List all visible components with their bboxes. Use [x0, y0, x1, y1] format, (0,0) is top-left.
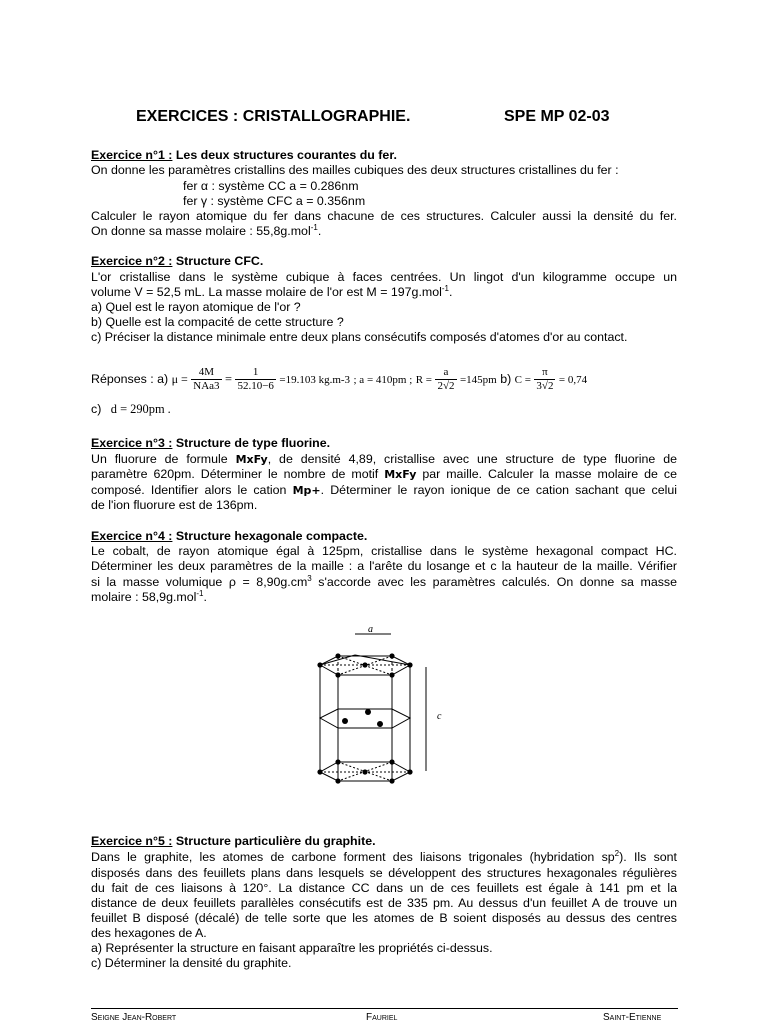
- footer-school: Fauriel: [366, 1012, 398, 1023]
- ex1-line-5-end: .: [317, 224, 322, 238]
- ex3-line-2-text: paramètre 620pm. Déterminer le nombre de motif: [91, 467, 379, 481]
- exercise-3-heading: [91, 436, 330, 451]
- exercise-2-title: Structure CFC.: [172, 254, 264, 268]
- ex1-line-1: On donne les paramètres cristallins des mailles cubiques des deux structures cristallines du fer :: [91, 163, 619, 177]
- exercise-2-number: Exercice n°2 :: [91, 254, 173, 268]
- exercise-3-title: Structure de type fluorine.: [172, 436, 331, 450]
- course-label: SPE MP 02-03: [504, 108, 610, 125]
- ex2-line-2-text: volume V = 52,5 mL. La masse molaire de l'or est M = 197g.mol: [91, 285, 442, 299]
- exercise-4-number: Exercice n°4 :: [91, 529, 173, 543]
- ex5-line-4: distance de deux feuillets parallèles consécutifs est de 335 pm. Au dessus d'un feuillet A de trouve un: [91, 896, 677, 910]
- answer-r-value: =145pm: [459, 373, 497, 386]
- ex2-line-2: [91, 285, 452, 300]
- ex4-line-3-text: si la masse volumique ρ = 8,90g.cm: [91, 575, 308, 589]
- exercise-1-number: Exercice n°1 :: [91, 148, 173, 162]
- ex1-line-3: fer γ : système CFC a = 0.356nm: [183, 194, 366, 208]
- ex3-line-1: [91, 452, 677, 467]
- answer-a-value: ; a = 410pm ;: [353, 373, 413, 386]
- fraction-denominator: 3√2: [536, 380, 554, 392]
- ex5-line-2: disposés dans des feuillets plans dans lesquels se développent des structures hexagonales régulières: [91, 866, 677, 880]
- ex4-line-4-sup: -1: [196, 589, 204, 598]
- ex1-line-4: Calculer le rayon atomique du fer dans chacune de ces structures. Calculer aussi la densité du fer.: [91, 209, 677, 223]
- ex5-line-1-sup: 2: [614, 849, 620, 858]
- exercise-4-heading: [91, 529, 367, 544]
- exercise-5-title: Structure particulière du graphite.: [172, 834, 376, 848]
- exercise-1-title: Les deux structures courantes du fer.: [172, 148, 397, 162]
- fraction-1-over-52: [235, 366, 275, 393]
- fraction-4m-over-na-a3: [191, 366, 221, 393]
- footer-rule: [91, 1008, 678, 1009]
- ex1-line-5-sup: -1: [310, 223, 318, 232]
- exercise-4-title: Structure hexagonale compacte.: [172, 529, 368, 543]
- ex3-line-2: [91, 467, 677, 482]
- ex4-line-4-text: molaire : 58,9g.mol: [91, 590, 197, 604]
- exercise-5-number: Exercice n°5 :: [91, 834, 173, 848]
- ex2-line-5: c) Préciser la distance minimale entre deux plans consécutifs composés d'atomes d'or au contact.: [91, 330, 628, 344]
- ex5-line-3: du fait de ces liaisons à 120°. La distance CC dans un de ces feuillets est égale à 141 pm et la: [91, 881, 677, 895]
- exercise-2-heading: [91, 254, 263, 269]
- fraction-pi-over-3sqrt2: [534, 366, 555, 393]
- ex3-line-4: de l'ion fluorure est de 136pm.: [91, 498, 258, 512]
- exercise-1-heading: [91, 148, 397, 163]
- exercise-5-heading: [91, 834, 376, 849]
- answer-c-label: C =: [514, 373, 531, 386]
- ex2-line-3: a) Quel est le rayon atomique de l'or ?: [91, 300, 301, 314]
- answer-compacity-value: = 0,74: [558, 373, 588, 386]
- footer-city: Saint-Etienne: [603, 1012, 662, 1023]
- ex1-line-5: [91, 224, 321, 239]
- fluoride-formula: MxFy: [384, 468, 417, 481]
- ex4-line-3-rest: s'accorde avec les paramètres calculés. On donne sa masse: [311, 575, 677, 589]
- ex4-line-3-sup: 3: [307, 574, 312, 583]
- ex2-line-2-end: .: [448, 285, 453, 299]
- ex5-line-7: a) Représenter la structure en faisant apparaître les propriétés ci-dessus.: [91, 941, 493, 955]
- ex4-line-3: [91, 575, 677, 590]
- fluoride-formula: MxFy: [235, 453, 268, 466]
- ex4-line-2: Déterminer les deux paramètres de la maille : a l'arête du losange et c la hauteur de la maille. Vérifier: [91, 559, 677, 573]
- answer-b-label: b): [500, 371, 512, 386]
- footer-author: Seigne Jean-Robert: [91, 1012, 177, 1023]
- label-a: a: [368, 624, 373, 635]
- ex2-answer-c: [91, 402, 171, 417]
- ex4-line-4-end: .: [203, 590, 207, 604]
- page-title: EXERCICES : CRISTALLOGRAPHIE.: [136, 108, 411, 125]
- ex1-line-2: fer α : système CC a = 0.286nm: [183, 179, 359, 193]
- ex3-line-3: [91, 483, 677, 498]
- ex3-line-3-rest: . Déterminer le rayon ionique de ce cation sachant que celui: [320, 483, 677, 497]
- ex5-line-5: feuillet B disposé (décalé) de telle sorte que les atomes de B soient disposés au dessus des centres: [91, 911, 677, 925]
- ex4-line-1: Le cobalt, de rayon atomique égal à 125pm, cristallise dans le système hexagonal compact HC.: [91, 544, 677, 558]
- exercise-3-number: Exercice n°3 :: [91, 436, 173, 450]
- fraction-denominator: 2√2: [437, 380, 455, 392]
- ex5-line-1-rest: ). Ils sont: [619, 850, 678, 864]
- ex5-line-8: c) Déterminer la densité du graphite.: [91, 956, 292, 970]
- ex3-line-3-text: composé. Identifier alors le cation: [91, 483, 287, 497]
- ex2-line-2-sup: -1: [441, 284, 449, 293]
- hexagonal-cell-figure: [310, 618, 450, 790]
- cation-formula: Mp+: [292, 484, 321, 497]
- ex2-line-4: b) Quelle est la compacité de cette structure ?: [91, 315, 344, 329]
- answer-mu-value: =19.103 kg.m-3: [279, 373, 351, 386]
- answer-c-item-label: c): [91, 402, 102, 416]
- fraction-numerator: 1: [235, 366, 275, 380]
- ex2-line-1: L'or cristallise dans le système cubique à faces centrées. Un lingot d'un kilogramme occupe un: [91, 270, 677, 284]
- ex5-line-1-text: Dans le graphite, les atomes de carbone forment des liaisons trigonales (hybridation sp: [91, 850, 615, 864]
- ex4-line-4: [91, 590, 207, 605]
- fraction-numerator: 4M: [191, 366, 221, 380]
- ex2-answers: Réponses : a) μ = $\frac{4M}{\text{NAa3}}$ = $\frac{1}{52.10-6}$ =19.103 kg.m-3 ; a = 410pm ; R = $\frac{a}{2√2}$ =145pm b) C = $\frac{\pi}{3√2}$ = 0,74: [91, 366, 588, 392]
- answer-r-label: R =: [415, 373, 433, 386]
- ex3-line-2-rest: par maille. Calculer la masse molaire de ce: [422, 467, 677, 481]
- fraction-a-over-2sqrt2: [435, 366, 456, 393]
- ex5-line-6: des hexagones de A.: [91, 926, 207, 940]
- ex3-line-1-rest: , de densité 4,89, cristallise avec une structure de type fluorine de: [267, 452, 677, 466]
- answers-label: Réponses : a): [91, 371, 169, 386]
- fraction-numerator: a: [435, 366, 456, 380]
- fraction-numerator: π: [534, 366, 555, 380]
- ex3-line-1-text: Un fluorure de formule: [91, 452, 228, 466]
- answer-mu-label: μ =: [171, 371, 188, 386]
- middle-hexagon: [320, 709, 410, 728]
- fraction-denominator: 52.10−6: [237, 380, 274, 392]
- fraction-denominator: NAa3: [193, 380, 220, 392]
- ex1-line-5-text: On donne sa masse molaire : 55,8g.mol: [91, 224, 311, 238]
- ex5-line-1: [91, 850, 677, 865]
- answer-d-value: d = 290pm .: [110, 402, 171, 416]
- label-c: c: [437, 711, 442, 722]
